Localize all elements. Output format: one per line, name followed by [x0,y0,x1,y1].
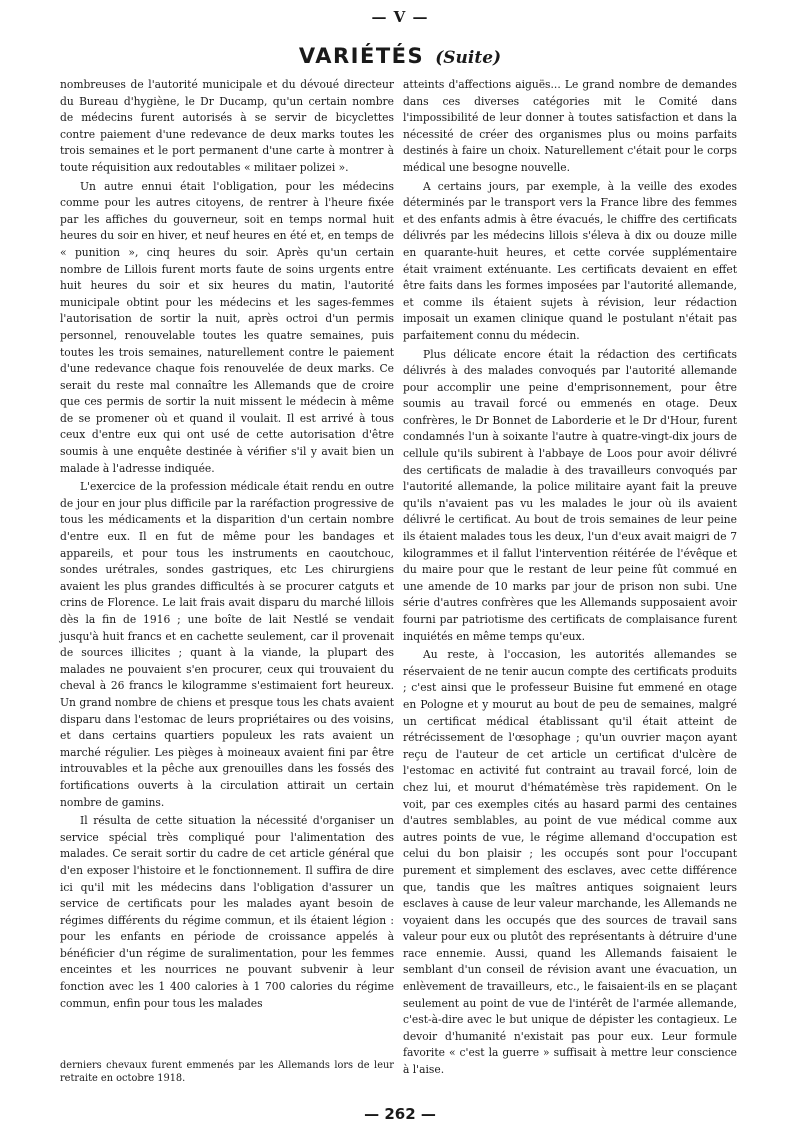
paragraph: L'exercice de la profession médicale était rendu en outre de jour en jour plus difficile par la raréfaction progressive de tous les médicaments et la disparition d'un certain nombre d'entre eux. Il en fut de même pour les bandages et appareils, et pour tous les instruments en caoutchouc, sondes urétrales, sondes gastriques, etc Les chirurgiens avaient les plus grandes difficultés à se procurer catguts et crins de Florence. Le lait frais avait disparu du marché lillois dès la fin de 1916 ; une boîte de lait Nestlé se vendait jusqu'à huit francs et en cachette seulement, car il provenait de sources illicites ; quant à la viande, la plupart des malades ne pouvaient s'en procurer, ceux qui trouvaient du cheval à 26 francs le kilogramme s'estimaient fort heureux. Un grand nombre de chiens et presque tous les chats avaient disparu dans l'estomac de leurs propriétaires ou des voisins, et dans certains quartiers populeux les rats avaient un marché régulier. Les pièges à moineaux avaient fini par être introuvables et la pêche aux grenouilles dans les fossés des fortifications ouverts à la circulation attirait un certain nombre de gamins. [60,480,394,809]
section-title: VARIÉTÉS [298,44,425,68]
page-number: — 262 — [364,1105,436,1123]
footnote [60,1059,394,1085]
footnote-text: derniers chevaux furent emmenés par les Allemands lors de leur retraite en octobre 1918. [60,1060,394,1084]
paragraph: A certains jours, par exemple, à la veille des exodes déterminés par le transport vers la France libre des femmes et des enfants admis à être évacués, le chiffre des certificats délivrés par les médecins lillois s'éleva à dix ou douze mille en quarante-huit heures, et cette corvée supplémentaire était vraiment exténuante. Les certificats devaient en effet être faits dans les formes imposées par l'autorité allemande, et comme ils étaient sujets à révision, leur rédaction imposait un examen clinique quand le postulant n'était pas parfaitement connu du médecin. [403,179,737,342]
left-column [60,77,394,1012]
paragraph: nombreuses de l'autorité municipale et du dévoué directeur du Bureau d'hygiène, le Dr Ducamp, qu'un certain nombre de médecins furent autorisés à se servir de bicyclettes contre paiement d'une redevance de deux marks toutes les trois semaines et le port permanent d'une carte à montrer à toute réquisition aux redoutables « militaer polizei ». [60,78,394,174]
section-header [0,46,800,67]
paragraph: Plus délicate encore était la rédaction des certificats délivrés à des malades convoqués par l'autorité allemande pour accomplir une peine d'emprisonnement, pour être soumis au travail forcé ou emmenés en otage. Deux confrères, le Dr Bonnet de Laborderie et le Dr d'Hour, furent condamnés l'un à soixante l'autre à quatre-vingt-dix jours de cellule qu'ils subirent à l'abbaye de Loos pour avoir délivré des certificats de maladie à des travailleurs convoqués par l'autorité allemande, la police militaire ayant fait la preuve qu'ils n'avaient pas vu les malades le jour où ils avaient délivré le certificat. Au bout de trois semaines de leur peine ils étaient malades tous les deux, l'un d'eux avait maigri de 7 kilogrammes et il fallut l'intervention réitérée de l'évêque et du maire pour que le restant de leur peine fût commué en une amende de 10 marks par jour de prison non subi. Une série d'autres confrères que les Allemands supposaient avoir fourni par patriotisme des certificats de complaisance furent inquiétés en même temps qu'eux. [403,347,737,643]
paragraph: Au reste, à l'occasion, les autorités allemandes se réservaient de ne tenir aucun compte des certificats produits ; c'est ainsi que le professeur Buisine fut emmené en otage en Pologne et y mourut au bout de peu de semaines, malgré un certificat médical établissant qu'il était atteint de rétrécissement de l'œsophage ; qu'un ouvrier maçon ayant reçu de l'auteur de cet article un certificat d'ulcère de l'estomac en activité fut contraint au travail forcé, loin de chez lui, et mourut d'hématémèse très rapidement. On le voit, par ces exemples cités au hasard parmi des centaines d'autres semblables, au point de vue médical comme aux autres points de vue, le régime allemand d'occupation est celui du bon plaisir ; les occupés sont pour l'occupant purement et simplement des esclaves, avec cette différence que, tandis que les maîtres antiques soignaient leurs esclaves à cause de leur valeur marchande, les Allemands ne voyaient dans les occupés que des sources de travail sans valeur pour eux ou plutôt des représentants à détruire d'une race ennemie. Aussi, quand les Allemands faisaient le semblant d'un conseil de révision avant une évacuation, un enlèvement de travailleurs, etc., le faisaient-ils en se plaçant seulement au point de vue de l'intérêt de l'armée allemande, c'est-à-dire avec le but unique de dépister les contagieux. Le devoir d'humanité n'existait pas pour eux. Leur formule favorite « c'est la guerre » suffisait à mettre leur conscience à l'aise. [403,648,737,1077]
paragraph: Un autre ennui était l'obligation, pour les médecins comme pour les autres citoyens, de rentrer à l'heure fixée par les affiches du gouverneur, soit en temps normal huit heures du soir en hiver, et neuf heures en été et, en temps de « punition », cinq heures du soir. Après qu'un certain nombre de Lillois furent morts faute de soins urgents entre huit heures du soir et six heures du matin, l'autorité municipale obtint pour les médecins et les sages-femmes l'autorisation de sortir la nuit, après octroi d'un permis personnel, renouvelable toutes les quatre semaines, puis toutes les trois semaines, naturellement contre le paiement d'une redevance chaque fois renouvelée de deux marks. Ce serait du reste mal connaître les Allemands que de croire que ces permis de sortir la nuit missent le médecin à même de se promener où et quand il voulait. Il est arrivé à tous ceux d'entre eux qui ont usé de cette autorisation d'être soumis à une enquête destinée à vérifier s'il y avait bien un malade à l'adresse indiquée. [60,179,394,475]
section-roman-numeral: — V — [371,8,429,26]
paragraph: atteints d'affections aiguës... Le grand nombre de demandes dans ces diverses catégories mit le Comité dans l'impossibilité de leur donner à toutes satisfaction et dans la nécessité de créer des organismes plus ou moins parfaits destinés à faire un choix. Naturellement c'était pour le corps médical une besogne nouvelle. [403,78,737,174]
paragraph: Il résulta de cette situation la nécessité d'organiser un service spécial très compliqué pour l'alimentation des malades. Ce serait sortir du cadre de cet article général que d'en exposer l'histoire et le fonctionnement. Il suffira de dire ici qu'il mit les médecins dans l'obligation d'assurer un service de certificats pour les malades ayant besoin de régimes différents du régime commun, et ils étaient légion : pour les enfants en période de croissance appelés à bénéficier d'un régime de suralimentation, pour les femmes enceintes et les nourrices ne pouvant subvenir à leur fonction avec les 1 400 calories à 1 700 calories du régime commun, enfin pour tous les malades [60,814,394,1010]
section-subtitle: (Suite) [435,48,502,68]
right-column [403,77,737,1079]
